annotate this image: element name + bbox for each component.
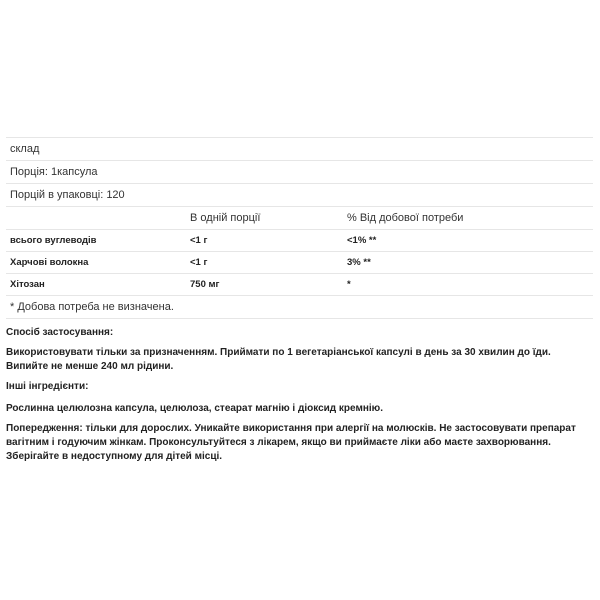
nutrient-row	[6, 230, 593, 252]
ingredients-text: Рослинна целюлозна капсула, целюлоза, стеарат магнію і діоксид кремнію.	[6, 403, 383, 414]
facts-header-row	[6, 207, 593, 230]
servings-per-container-row	[6, 184, 593, 207]
nutrient-name: Хітозан	[10, 279, 45, 290]
ingredients-heading: Інші інгредієнти:	[6, 381, 89, 392]
column-header-daily-value: % Від добової потреби	[347, 212, 464, 224]
nutrient-daily-value: <1% **	[347, 235, 377, 246]
facts-title: склад	[10, 143, 40, 155]
nutrient-row	[6, 274, 593, 296]
usage-text: Використовувати тільки за призначенням. Приймати по 1 вегетаріанської капсулі в день за 30 хвилин до їди. Випийте не менше 240 мл рідини.	[6, 347, 551, 372]
footnote-row	[6, 296, 593, 319]
nutrient-daily-value: 3% **	[347, 257, 371, 268]
nutrient-amount: <1 г	[190, 235, 208, 246]
nutrient-amount: <1 г	[190, 257, 208, 268]
column-header-amount: В одній порції	[190, 212, 261, 224]
warning-text: Попередження: тільки для дорослих. Уникайте використання при алергії на молюсків. Не застосовувати препарат вагітним і годуючим жінкам. Проконсультуйтеся з лікарем, якщо ви приймаєте ліки або маєте захворювання. Зберігайте в недоступному для дітей місці.	[6, 423, 576, 462]
supplement-facts-table	[6, 137, 593, 319]
usage-heading: Спосіб застосування:	[6, 327, 114, 338]
serving-size: Порція: 1капсула	[10, 166, 98, 178]
nutrient-daily-value: *	[347, 279, 351, 290]
serving-size-row	[6, 161, 593, 184]
nutrient-row	[6, 252, 593, 274]
nutrient-name: Харчові волокна	[10, 257, 89, 268]
footnote: * Добова потреба не визначена.	[10, 301, 174, 313]
servings-per-container: Порцій в упаковці: 120	[10, 189, 125, 201]
nutrient-amount: 750 мг	[190, 279, 220, 290]
facts-title-row	[6, 138, 593, 161]
nutrient-name: всього вуглеводів	[10, 235, 97, 246]
